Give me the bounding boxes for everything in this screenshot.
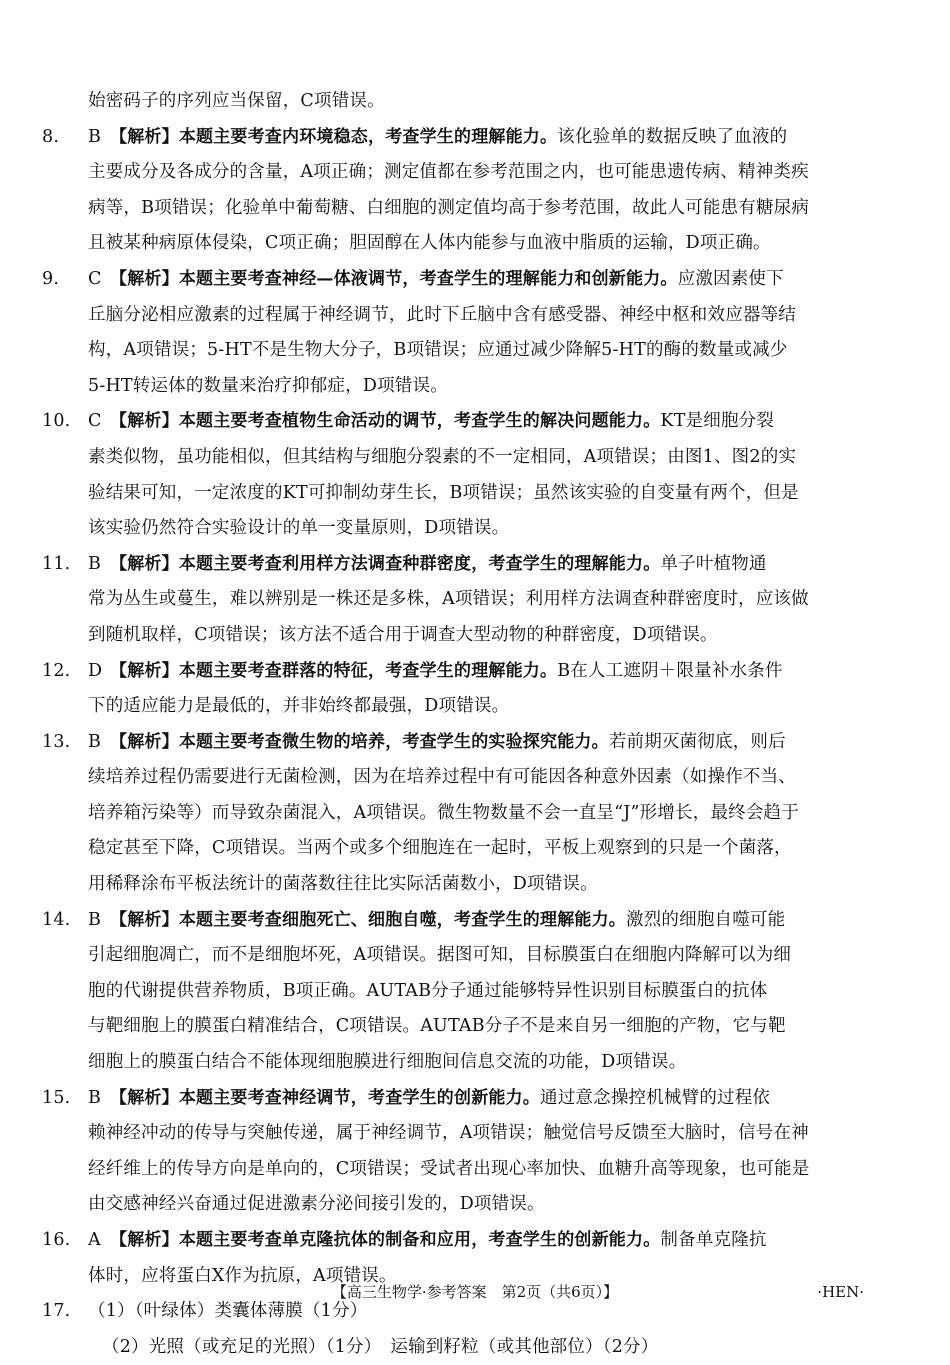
question-number: 12. — [42, 660, 71, 681]
analysis-line: 经纤维上的传导方向是单向的，C项错误；受试者出现心率加快、血糖升高等现象，也可能是 — [88, 1158, 810, 1179]
answer-letter: D — [88, 660, 103, 681]
analysis-tag: 【解析】 — [110, 411, 179, 432]
answer-letter: B — [88, 909, 102, 930]
answer-letter: C — [88, 268, 102, 289]
analysis-line: 且被某种病原体侵染，C项正确；胆固醇在人体内能参与血液中脂质的运输，D项正确。 — [88, 233, 771, 254]
answer-letter: B — [88, 553, 102, 574]
analysis-line: 下的适应能力是最低的，并非始终都最强，D项错误。 — [88, 696, 510, 717]
analysis-tag: 【解析】 — [110, 268, 179, 289]
question-number: 9. — [42, 268, 60, 289]
question-number: 11. — [42, 553, 71, 574]
answer-item-2-first-line — [42, 404, 868, 440]
analysis-line: 体时，应将蛋白X作为抗原，A项错误。 — [88, 1265, 397, 1286]
analysis-lead: 本题主要考查植物生命活动的调节，考查学生的解决问题能力。 — [178, 411, 661, 432]
answer-item-1-first-line — [42, 262, 868, 298]
analysis-line: 由交感神经兴奋通过促进激素分泌间接引发的，D项错误。 — [88, 1194, 545, 1215]
analysis-line: 构，A项错误；5-HT不是生物大分子，B项错误；应通过减少降解5-HT的酶的数量或减少 — [88, 340, 788, 361]
question-number: 15. — [42, 1087, 71, 1108]
analysis-tag: 【解析】 — [110, 731, 179, 752]
q17-line-2: （2）光照（或充足的光照）（1分） 运输到籽粒（或其他部位）（2分） — [102, 1336, 659, 1357]
analysis-lead: 本题主要考查利用样方法调查种群密度，考查学生的理解能力。 — [178, 553, 661, 574]
analysis-tag: 【解析】 — [110, 660, 179, 681]
answer-content — [42, 84, 868, 1365]
answer-letter: B — [88, 731, 102, 752]
question-number: 10. — [42, 411, 71, 432]
analysis-text: 该化验单的数据反映了血液的 — [557, 126, 788, 147]
analysis-line: 验结果可知，一定浓度的KT可抑制幼芽生长，B项错误；虽然该实验的自变量有两个，但是 — [88, 482, 799, 503]
analysis-line: 与靶细胞上的膜蛋白精准结合，C项错误。AUTAB分子不是来自另一细胞的产物，它与靶 — [88, 1016, 786, 1037]
answer-item-3-first-line — [42, 547, 868, 583]
q17-number: 17. — [42, 1301, 71, 1322]
answer-item-6-first-line — [42, 903, 868, 939]
analysis-line: 素类似物，虽功能相似，但其结构与细胞分裂素的不一定相同，A项错误；由图1、图2的实 — [88, 446, 797, 467]
question-number: 13. — [42, 731, 71, 752]
analysis-lead: 本题主要考查神经调节，考查学生的创新能力。 — [178, 1087, 541, 1108]
answer-item-0-first-line — [42, 120, 868, 156]
analysis-line: 细胞上的膜蛋白结合不能体现细胞膜进行细胞间信息交流的功能，D项错误。 — [88, 1052, 687, 1073]
answer-items — [42, 120, 868, 1295]
analysis-text: 通过意念操控机械臂的过程依 — [540, 1087, 771, 1108]
question-number: 8. — [42, 126, 60, 147]
answer-letter: C — [88, 411, 102, 432]
analysis-lead: 本题主要考查内环境稳态，考查学生的理解能力。 — [178, 126, 558, 147]
analysis-line: 丘脑分泌相应激素的过程属于神经调节，此时下丘脑中含有感受器、神经中枢和效应器等结 — [88, 304, 796, 325]
analysis-line: 引起细胞凋亡，而不是细胞坏死，A项错误。据图可知，目标膜蛋白在细胞内降解可以为细 — [88, 945, 792, 966]
analysis-tag: 【解析】 — [110, 1230, 179, 1250]
answer-item-8-first-line — [42, 1223, 868, 1259]
analysis-line: 5-HT转运体的数量来治疗抑郁症，D项错误。 — [88, 375, 448, 396]
analysis-line: 用稀释涂布平板法统计的菌落数往往比实际活菌数小，D项错误。 — [88, 874, 598, 895]
analysis-text: 应激因素使下 — [677, 268, 784, 289]
analysis-lead: 本题主要考查微生物的培养，考查学生的实验探究能力。 — [178, 731, 609, 752]
analysis-tag: 【解析】 — [110, 909, 179, 930]
analysis-lead: 本题主要考查单克隆抗体的制备和应用，考查学生的创新能力。 — [178, 1230, 661, 1250]
answer-letter: A — [88, 1230, 101, 1250]
analysis-tag: 【解析】 — [110, 126, 179, 147]
analysis-line: 稳定甚至下降，C项错误。当两个或多个细胞连在一起时，平板上观察到的只是一个菌落， — [88, 838, 792, 859]
page-footer — [0, 1278, 950, 1306]
answer-item-5-first-line — [42, 725, 868, 761]
analysis-line: 该实验仍然符合实验设计的单一变量原则，D项错误。 — [88, 518, 510, 539]
analysis-tag: 【解析】 — [110, 553, 179, 574]
analysis-text: 激烈的细胞自噬可能 — [626, 909, 786, 930]
q17-part-1: （1）（叶绿体）类囊体薄膜（1分） — [88, 1301, 368, 1322]
analysis-text: KT是细胞分裂 — [660, 411, 775, 432]
analysis-tag: 【解析】 — [110, 1087, 179, 1108]
analysis-line: 续培养过程仍需要进行无菌检测，因为在培养过程中有可能因各种意外因素（如操作不当、 — [88, 767, 796, 788]
analysis-lead: 本题主要考查神经—体液调节，考查学生的理解能力和创新能力。 — [178, 268, 678, 289]
analysis-lead: 本题主要考查细胞死亡、细胞自噬，考查学生的理解能力。 — [178, 909, 627, 930]
analysis-line: 到随机取样，C项错误；该方法不适合用于调查大型动物的种群密度，D项错误。 — [88, 624, 718, 645]
answer-item-4-first-line — [42, 654, 868, 690]
answer-item-7-first-line — [42, 1081, 868, 1117]
analysis-text: 制备单克隆抗 — [660, 1230, 767, 1250]
footer-title: 【高三生物学·参考答案 第2页（共6页）】 — [331, 1283, 619, 1301]
analysis-lead: 本题主要考查群落的特征，考查学生的理解能力。 — [178, 660, 558, 681]
question-number: 16. — [42, 1230, 71, 1250]
analysis-line: 病等，B项错误；化验单中葡萄糖、白细胞的测定值均高于参考范围，故此人可能患有糖尿病 — [88, 197, 810, 218]
answer-letter: B — [88, 126, 102, 147]
analysis-line: 常为丛生或蔓生，难以辨别是一株还是多株，A项错误；利用样方法调查种群密度时，应该做 — [88, 589, 809, 610]
answer-letter: B — [88, 1087, 102, 1108]
analysis-line: 主要成分及各成分的含量，A项正确；测定值都在参考范围之内，也可能患遗传病、精神类疾 — [88, 162, 809, 183]
analysis-text: B在人工遮阴＋限量补水条件 — [557, 660, 783, 681]
analysis-text: 若前期灭菌彻底，则后 — [608, 731, 786, 752]
analysis-line: 赖神经冲动的传导与突触传递，属于神经调节，A项错误；触觉信号反馈至大脑时，信号在神 — [88, 1123, 809, 1144]
analysis-line: 胞的代谢提供营养物质，B项正确。AUTAB分子通过能够特异性识别目标膜蛋白的抗体 — [88, 980, 768, 1001]
continuation-line: 始密码子的序列应当保留，C项错误。 — [88, 91, 385, 111]
analysis-line: 培养箱污染等）而导致杂菌混入，A项错误。微生物数量不会一直呈“J”形增长，最终会趋于 — [88, 802, 799, 823]
footer-code: ·HEN· — [817, 1283, 864, 1301]
question-number: 14. — [42, 909, 71, 930]
analysis-text: 单子叶植物通 — [660, 553, 767, 574]
